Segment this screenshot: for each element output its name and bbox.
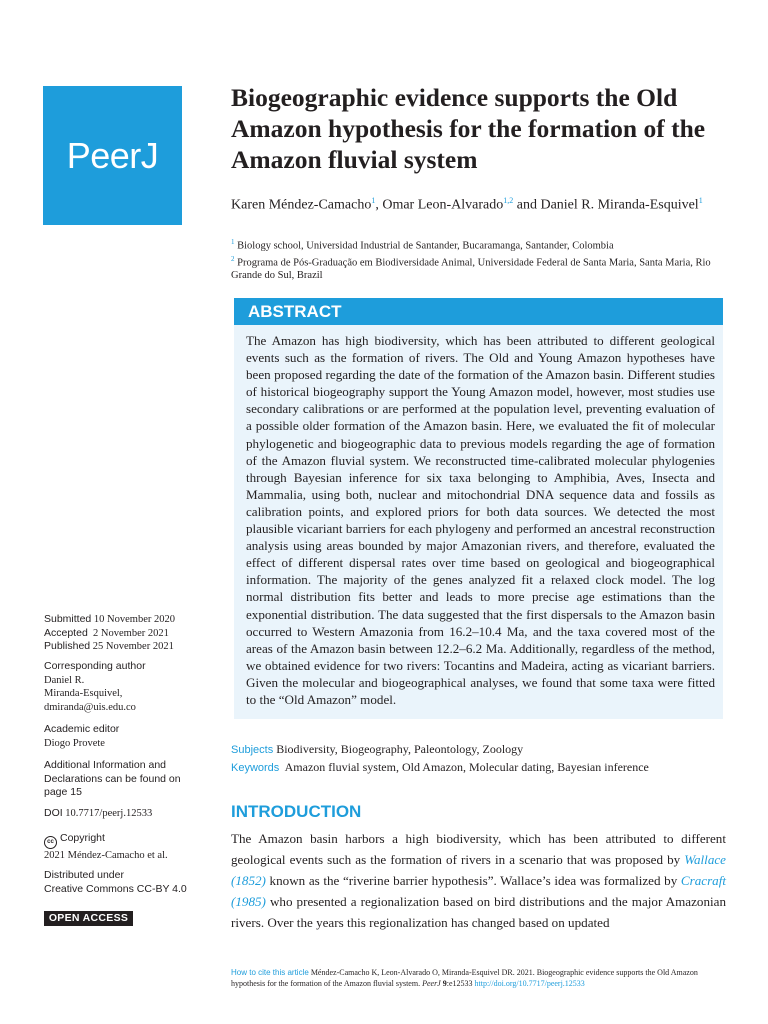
submitted-label: Submitted bbox=[44, 613, 92, 625]
sidebar-license bbox=[44, 869, 204, 896]
author-name: Omar Leon-Alvarado bbox=[382, 197, 504, 213]
published-date: 25 November 2021 bbox=[92, 641, 174, 652]
affiliation-number: 2 bbox=[231, 254, 235, 263]
corresponding-name-2: Miranda-Esquivel, bbox=[44, 688, 123, 699]
editor-name: Diogo Provete bbox=[44, 737, 105, 749]
author-name: Karen Méndez-Camacho bbox=[231, 197, 372, 213]
keywords-row bbox=[231, 759, 726, 776]
cite-doi-link[interactable]: http://doi.org/10.7717/peerj.12533 bbox=[474, 978, 585, 988]
corresponding-email[interactable]: dmiranda@uis.edu.co bbox=[44, 701, 136, 713]
affiliation-number: 1 bbox=[231, 238, 235, 246]
author-name: Daniel R. Miranda-Esquivel bbox=[540, 197, 699, 213]
affiliation-text: Programa de Pós-Graduação em Biodiversidade Animal, Universidade Federal de Santa Maria, Santa Maria, Rio Grande do Sul, Brazil bbox=[231, 257, 711, 281]
license-link[interactable]: Creative Commons CC-BY 4.0 bbox=[44, 882, 187, 895]
cite-journal: PeerJ bbox=[422, 978, 441, 988]
introduction-heading: INTRODUCTION bbox=[231, 802, 362, 821]
citation-link-wallace[interactable]: Wallace (1852) bbox=[231, 852, 726, 888]
abstract-heading: ABSTRACT bbox=[234, 298, 723, 325]
cite-article-number: :e12533 bbox=[446, 978, 473, 988]
submitted-date: 10 November 2020 bbox=[93, 614, 175, 625]
license-line: Distributed under bbox=[44, 869, 124, 881]
subjects-row bbox=[231, 741, 726, 758]
sidebar-dates bbox=[44, 613, 204, 654]
affiliation-text: Biology school, Universidad Industrial de Santander, Bucaramanga, Santander, Colombia bbox=[237, 240, 614, 252]
peerj-logo bbox=[43, 86, 182, 225]
intro-text: known as the “riverine barrier hypothesis”. Wallace’s idea was formalized by bbox=[265, 873, 681, 888]
author-separator: and bbox=[513, 197, 541, 213]
subjects-label: Subjects bbox=[231, 744, 274, 756]
corresponding-name: Daniel R. bbox=[44, 674, 85, 686]
author-affil-ref[interactable]: 1 bbox=[698, 196, 703, 205]
intro-text: The Amazon basin harbors a high biodiversity, which has been attributed to different geological events such as the formation of rivers in a scenario that was proposed by bbox=[231, 831, 726, 867]
logo-text: PeerJ bbox=[66, 134, 159, 176]
open-access-badge: OPEN ACCESS bbox=[44, 911, 133, 926]
sidebar-additional-info bbox=[44, 759, 204, 800]
page-footer bbox=[231, 968, 726, 989]
keywords-value: Amazon fluvial system, Old Amazon, Molecular dating, Bayesian inference bbox=[284, 760, 649, 774]
editor-label: Academic editor bbox=[44, 723, 120, 735]
intro-text: who presented a regionalization based on bird distributions and the major Amazonian rivers. Over the years this regionalization has changed based on updated bbox=[231, 894, 726, 930]
author-affil-ref[interactable]: 1 bbox=[371, 196, 376, 205]
sidebar-editor bbox=[44, 723, 204, 750]
sidebar-corresponding bbox=[44, 660, 204, 714]
subjects-value: Biodiversity, Biogeography, Paleontology, Zoology bbox=[276, 742, 524, 756]
published-row bbox=[44, 640, 204, 654]
copyright-holder: 2021 Méndez-Camacho et al. bbox=[44, 850, 168, 861]
cite-label: How to cite this article bbox=[231, 968, 309, 977]
cite-volume: 9 bbox=[442, 978, 447, 988]
sidebar-copyright bbox=[44, 832, 204, 863]
doi-value[interactable]: 10.7717/peerj.12533 bbox=[65, 808, 153, 819]
accepted-row bbox=[44, 627, 204, 641]
published-label: Published bbox=[44, 640, 91, 652]
creative-commons-icon: cc bbox=[44, 836, 57, 849]
sidebar-doi bbox=[44, 807, 204, 821]
affiliation-item bbox=[231, 236, 726, 253]
submitted-row bbox=[44, 613, 204, 627]
author-separator: , bbox=[375, 197, 383, 213]
doi-label: DOI bbox=[44, 807, 63, 819]
copyright-label: Copyright bbox=[60, 832, 105, 844]
author-affil-ref[interactable]: 1,2 bbox=[503, 196, 514, 205]
article-title: Biogeographic evidence supports the Old Amazon hypothesis for the formation of the Amazon fluvial system bbox=[231, 83, 706, 174]
author-list bbox=[231, 192, 731, 215]
additional-info-line[interactable]: page 15 bbox=[44, 786, 82, 798]
affiliation-item bbox=[231, 253, 726, 283]
accepted-label: Accepted bbox=[44, 626, 88, 639]
cite-text: Méndez-Camacho K, Leon-Alvarado O, Miranda-Esquivel DR. 2021. Biogeographic evidence supports the Old Amazon hypothesis for the formation of the Amazon fluvial system. bbox=[231, 968, 698, 988]
citation-link-cracraft[interactable]: Cracraft (1985) bbox=[231, 873, 726, 909]
keywords-label: Keywords bbox=[231, 762, 280, 774]
accepted-date: 2 November 2021 bbox=[93, 627, 169, 639]
abstract-body: The Amazon has high biodiversity, which has been attributed to different geological events such as the formation of rivers. The Old and Young Amazon hypotheses have been proposed regarding the date of the formation of the Amazon basin. Different studies of historical biogeography support the Young Amazon model, however, most studies use secondary calibrations or are performed at the population level, preventing evaluation of a possible older formation of the Amazon basin. Here, we evaluated the fit of molecular phylogenetic and biogeographic data to previous models regarding the age of formation of the Amazon fluvial system. We reconstructed time-calibrated molecular phylogenies through Bayesian inference for six taxa belonging to Amphibia, Aves, Insecta and Mammalia, using both, nuclear and mitochondrial DNA sequence data and fossils as calibration points, and explored priors for both data sources. We detected the most plausible vicariant barriers for each phylogeny and performed an ancestral reconstruction analysis using areas bounded by major Amazonian rivers, and therefore, evaluated the effect of different dispersal rates over time based on geological and biogeographical information. The majority of the genes analyzed fit a relaxed clock model. The log normal distribution fits better and leads to more precise age estimations than the exponential distribution. The data suggested that the first dispersals to the Amazon basin occurred to Western Amazonia from 16.2–10.4 Ma, and the taxa covered most of the areas of the Amazon basin between 12.2–6.2 Ma. Additionally, regardless of the method, we obtained evidence for two rivers: Tocantins and Madeira, acting as vicariant barriers. Given the molecular and biogeographical analyses, we found that some taxa were fitted to the “Old Amazon” model. bbox=[234, 325, 723, 719]
corresponding-label: Corresponding author bbox=[44, 660, 146, 672]
additional-info-line[interactable]: Declarations can be found on bbox=[44, 772, 181, 785]
introduction-body bbox=[231, 828, 726, 933]
affiliations bbox=[231, 236, 726, 282]
additional-info-line[interactable]: Additional Information and bbox=[44, 759, 166, 771]
